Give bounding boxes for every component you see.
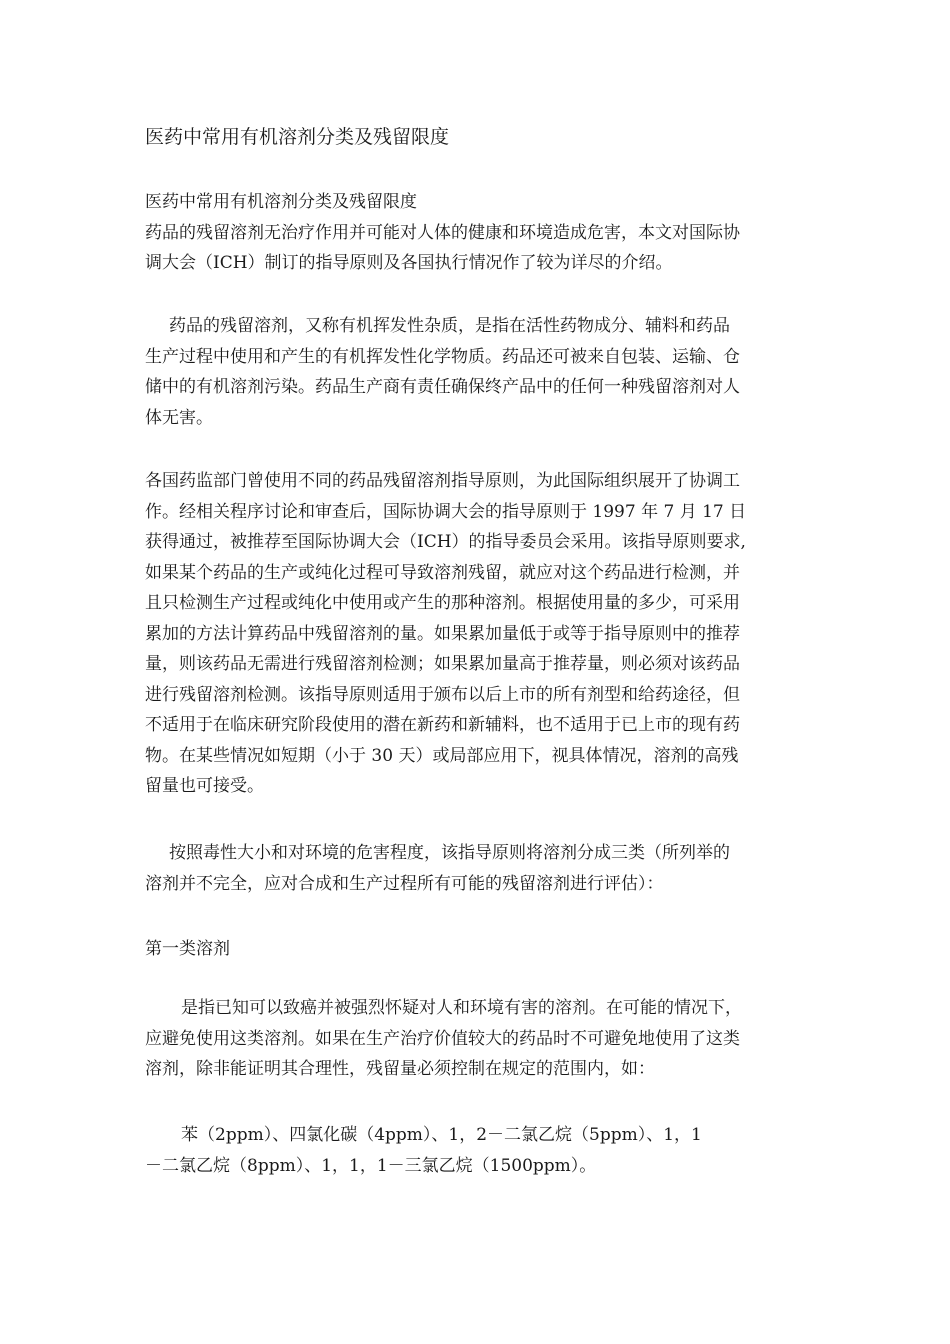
paragraph-line: 不适用于在临床研究阶段使用的潜在新药和新辅料，也不适用于已上市的现有药 xyxy=(145,715,740,735)
paragraph-line: 如果某个药品的生产或纯化过程可导致溶剂残留，就应对这个药品进行检测，并 xyxy=(145,562,740,583)
paragraph-line: －二氯乙烷（8ppm）、1，1，1－三氯乙烷（1500ppm）。 xyxy=(145,1155,597,1176)
paragraph-line: 储中的有机溶剂污染。药品生产商有责任确保终产品中的任何一种残留溶剂对人 xyxy=(145,377,740,397)
paragraph-line: 体无害。 xyxy=(145,407,213,428)
intro-line: 调大会（ICH）制订的指导原则及各国执行情况作了较为详尽的介绍。 xyxy=(145,253,673,273)
paragraph-line: 进行残留溶剂检测。该指导原则适用于颁布以后上市的所有剂型和给药途径，但 xyxy=(145,684,740,705)
paragraph-line: 各国药监部门曾使用不同的药品残留溶剂指导原则，为此国际组织展开了协调工 xyxy=(145,471,740,491)
section-heading: 第一类溶剂 xyxy=(145,939,230,959)
paragraph-residual-solvent-definition xyxy=(145,311,808,433)
intro-paragraph xyxy=(145,187,808,279)
paragraph-guideline-history xyxy=(145,466,808,802)
paragraph-line: 且只检测生产过程或纯化中使用或产生的那种溶剂。根据使用量的多少，可采用 xyxy=(145,593,740,613)
paragraph-line: 作。经相关程序讨论和审查后，国际协调大会的指导原则于 1997 年 7 月 17 日 xyxy=(145,501,747,522)
paragraph-line: 生产过程中使用和产生的有机挥发性化学物质。药品还可被来自包装、运输、仓 xyxy=(145,346,740,367)
paragraph-class-one-examples xyxy=(145,1120,808,1181)
paragraph-line: 量，则该药品无需进行残留溶剂检测；如果累加量高于推荐量，则必须对该药品 xyxy=(145,654,740,674)
paragraph-line: 苯（2ppm）、四氯化碳（4ppm）、1，2－二氯乙烷（5ppm）、1，1 xyxy=(181,1125,702,1145)
paragraph-line: 获得通过，被推荐至国际协调大会（ICH）的指导委员会采用。该指导原则要求, xyxy=(145,532,746,552)
paragraph-line: 是指已知可以致癌并被强烈怀疑对人和环境有害的溶剂。在可能的情况下， xyxy=(181,998,742,1018)
paragraph-line: 按照毒性大小和对环境的危害程度，该指导原则将溶剂分成三类（所列举的 xyxy=(169,843,730,863)
paragraph-line: 留量也可接受。 xyxy=(145,776,264,796)
page-title: 医药中常用有机溶剂分类及残留限度 xyxy=(145,126,450,148)
section-heading-class-one xyxy=(145,934,808,965)
paragraph-classification xyxy=(145,838,808,899)
paragraph-line: 溶剂，除非能证明其合理性，残留量必须控制在规定的范围内，如： xyxy=(145,1059,655,1079)
paragraph-line: 物。在某些情况如短期（小于 30 天）或局部应用下，视具体情况，溶剂的高残 xyxy=(145,745,739,766)
paragraph-line: 药品的残留溶剂，又称有机挥发性杂质，是指在活性药物成分、辅料和药品 xyxy=(169,316,730,336)
paragraph-class-one-description xyxy=(145,993,808,1085)
paragraph-line: 累加的方法计算药品中残留溶剂的量。如果累加量低于或等于指导原则中的推荐 xyxy=(145,623,740,644)
paragraph-line: 溶剂并不完全，应对合成和生产过程所有可能的残留溶剂进行评估）： xyxy=(145,873,664,894)
intro-line: 药品的残留溶剂无治疗作用并可能对人体的健康和环境造成危害，本文对国际协 xyxy=(145,222,740,243)
paragraph-line: 应避免使用这类溶剂。如果在生产治疗价值较大的药品时不可避免地使用了这类 xyxy=(145,1028,740,1049)
subtitle: 医药中常用有机溶剂分类及残留限度 xyxy=(145,192,417,212)
